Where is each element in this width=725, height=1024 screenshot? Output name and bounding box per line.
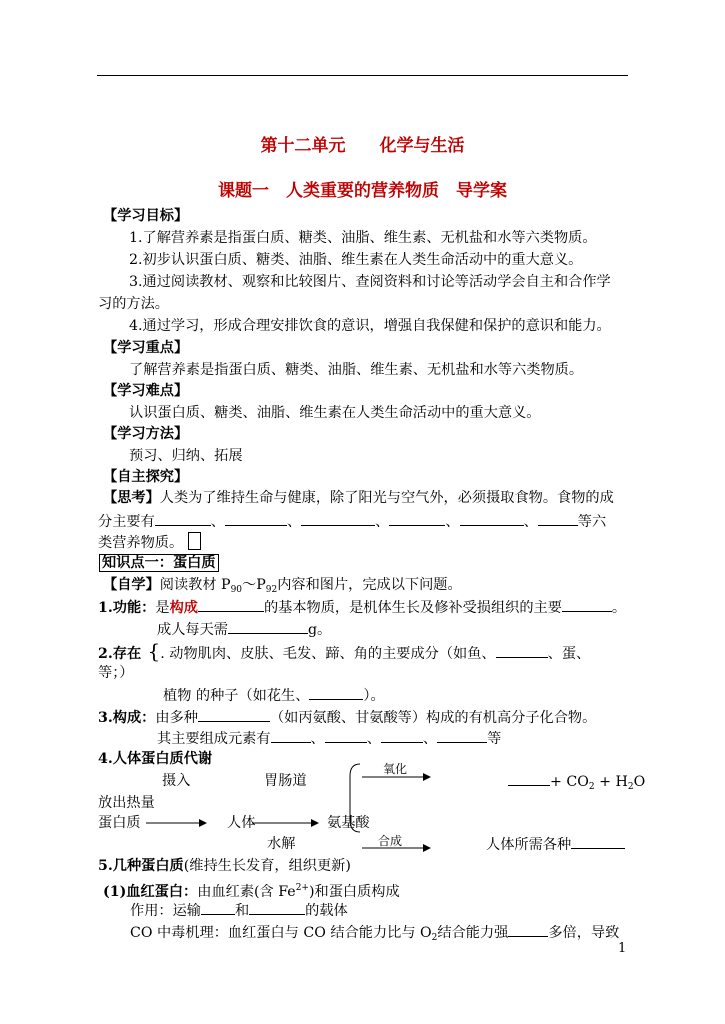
nutrients-line3: 类营养物质。 [98, 532, 201, 553]
element-blank-2[interactable] [325, 728, 367, 743]
hemoglobin-line: (1)血红蛋白：由血红素(含 $Fe^{2+}$)和蛋白质构成 [103, 883, 400, 900]
metab-hydrolysis: 水解 [267, 836, 296, 852]
difficulties-heading: 【学习难点】 [103, 383, 189, 399]
metab-needed: 人体所需各种 [486, 834, 625, 855]
metab-synthesis: 合成 [378, 834, 403, 848]
metab-amino: 氨基酸 [327, 815, 370, 831]
header-rule [97, 75, 628, 76]
co-times-blank[interactable] [508, 922, 548, 937]
hemo-role-line: 作用：运输 和 的载体 [130, 900, 348, 921]
elements-line: 其主要组成元素有 、 、 、 等 [157, 728, 501, 749]
think-text: 人类为了维持生命与健康，除了阳光与空气外，必须摄取食物。食物的成 [159, 490, 614, 506]
methods-text: 预习、归纳、拓展 [129, 448, 243, 464]
daily-need-line: 成人每天需 g。 [157, 619, 331, 640]
objectives-heading: 【学习目标】 [103, 208, 189, 224]
objective-1: 1.了解营养素是指蛋白质、糖类、油脂、维生素、无机盐和水等六类物质。 [129, 230, 597, 246]
existence-etc: 等；） [98, 665, 134, 681]
difficulties-text: 认识蛋白质、糖类、油脂、维生素在人类生命活动中的重大意义。 [129, 405, 541, 421]
nutrients-fill-line: 分主要有 、 、 、 、 、 等六 [98, 511, 606, 532]
function-blank-1[interactable] [198, 597, 264, 612]
nutrient-blank-6[interactable] [538, 511, 578, 526]
metab-heat: 放出热量 [98, 795, 155, 811]
metab-oxidize: 氧化 [383, 762, 408, 776]
function-line: 1.功能：是构成 的基本物质，是机体生长及修补受损组织的主要 。 [98, 597, 626, 618]
plant-blank[interactable] [309, 685, 363, 700]
metab-gut: 胃肠道 [264, 773, 307, 789]
nutrient-blank-4[interactable] [389, 511, 445, 526]
nutrient-blank-2[interactable] [225, 511, 287, 526]
amino-blank[interactable] [198, 707, 270, 722]
nutrient-blank-1[interactable] [155, 511, 211, 526]
metab-intake: 摄入 [162, 773, 191, 789]
nutrient-blank-3[interactable] [301, 511, 375, 526]
objective-4: 4.通过学习，形成合理安排饮食的意识，增强自我保健和保护的意识和能力。 [129, 318, 611, 334]
co-poison-line: CO 中毒机理：血红蛋白与 CO 结合能力比与 $O_2$结合能力强 多倍，导致 [130, 922, 619, 948]
objective-2: 2.初步认识蛋白质、糖类、油脂、维生素在人类生命活动中的重大意义。 [129, 252, 583, 268]
think-line [103, 488, 614, 508]
plant-line: 植物 的种子（如花生、 ）。 [163, 685, 385, 706]
key-points-text: 了解营养素是指蛋白质、糖类、油脂、维生素、无机盐和水等六类物质。 [129, 362, 584, 378]
metab-body: 人体 [227, 815, 256, 831]
metabolism-heading: 4.人体蛋白质代谢 [98, 751, 213, 767]
element-blank-1[interactable] [271, 728, 311, 743]
objective-3-cont: 习的方法。 [98, 296, 169, 312]
fish-blank[interactable] [496, 643, 548, 658]
methods-heading: 【学习方法】 [103, 426, 189, 442]
objective-3: 3.通过阅读教材、观察和比较图片、查阅资料和讨论等活动学会自主和合作学 [129, 274, 611, 290]
daily-need-blank[interactable] [228, 619, 308, 634]
kp1-label: 知识点一：蛋白质 [99, 553, 219, 573]
element-blank-3[interactable] [381, 728, 423, 743]
key-points-heading: 【学习重点】 [103, 340, 189, 356]
transport-blank-2[interactable] [249, 900, 305, 915]
empty-box [188, 532, 201, 550]
think-label: 【思考】 [103, 490, 160, 506]
existence-line: 2.存在 {. 动物肌肉、皮肤、毛发、蹄、角的主要成分（如鱼、 、蛋、 [98, 639, 591, 663]
metab-protein: 蛋白质 [98, 815, 141, 831]
self-study-line: 【自学】阅读教材 $P_{90}\sim P_{92}$内容和图片，完成以下问题。 [103, 577, 462, 595]
types-line: 5.几种蛋白质(维持生长发育，组织更新) [98, 858, 351, 874]
transport-blank-1[interactable] [201, 900, 235, 915]
oxidation-blank[interactable] [508, 771, 550, 786]
element-blank-4[interactable] [437, 728, 487, 743]
page-number: 1 [618, 941, 627, 956]
self-explore-heading: 【自主探究】 [103, 469, 189, 485]
composition-line: 3.构成：由多种 （如丙氨酸、甘氨酸等）构成的有机高分子化合物。 [98, 707, 596, 728]
synthesis-blank[interactable] [571, 834, 625, 849]
lesson-title: 课题一 人类重要的营养物质 导学案 [218, 181, 507, 201]
nutrient-blank-5[interactable] [460, 511, 524, 526]
function-blank-2[interactable] [562, 597, 612, 612]
metab-products: + $CO_2 + H_2O$ [508, 771, 645, 797]
unit-title: 第十二单元 化学与生活 [260, 136, 465, 156]
